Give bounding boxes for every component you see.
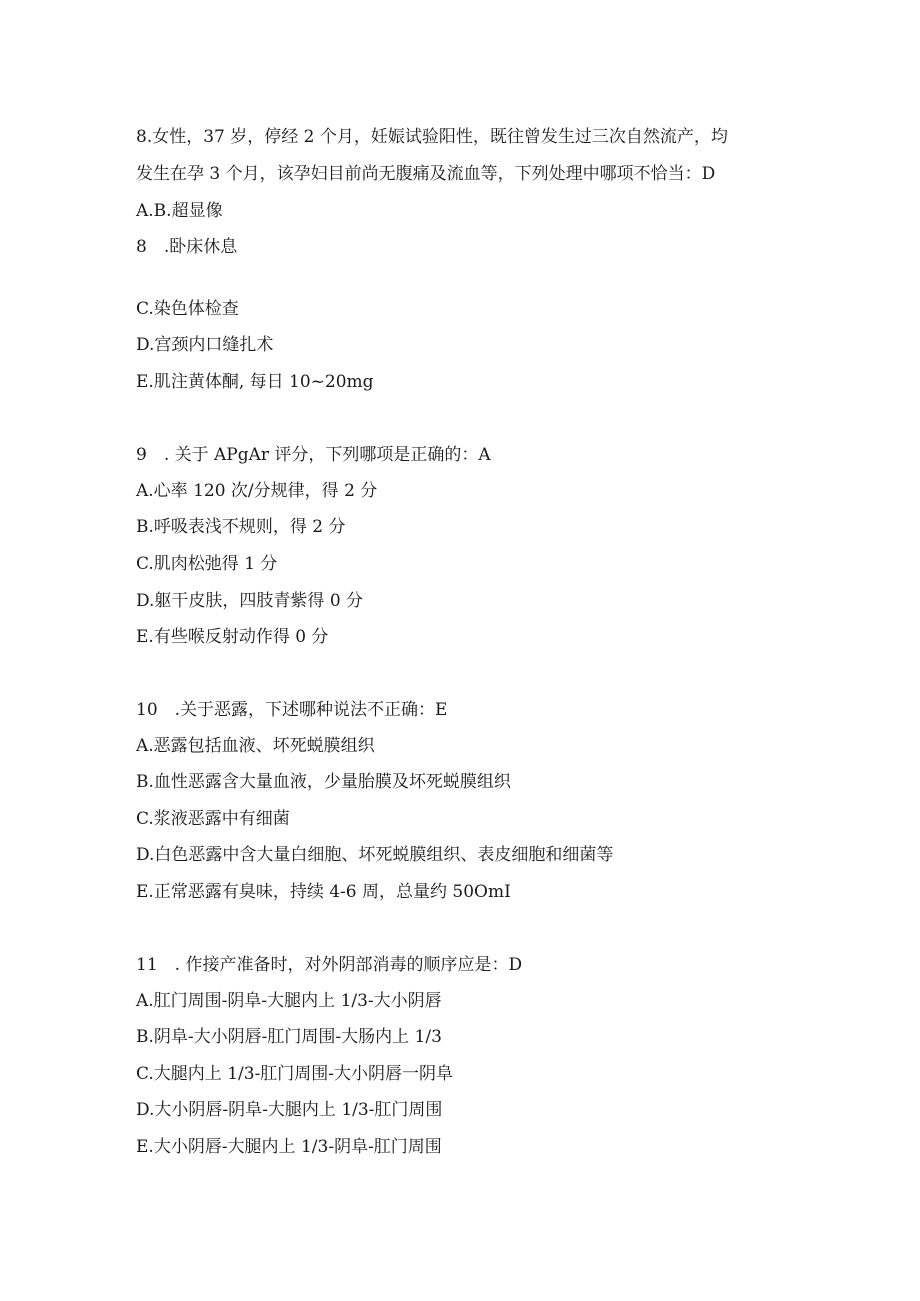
question-8-option-b: 8 .卧床休息	[136, 237, 238, 257]
question-10-option-b: B.血性恶露含大量血液，少量胎膜及坏死蜕膜组织	[136, 772, 511, 792]
question-10-option-c: C.浆液恶露中有细菌	[136, 809, 290, 829]
question-9-stem: 9 . 关于 APgAr 评分，下列哪项是正确的：A	[136, 445, 491, 465]
question-8-option-c: C.染色体检查	[136, 299, 239, 319]
question-11-option-d: D.大小阴唇-阴阜-大腿内上 1/3-肛门周围	[136, 1100, 443, 1120]
question-8-option-a: A.B.超显像	[136, 201, 223, 221]
question-10-option-e: E.正常恶露有臭味，持续 4-6 周，总量约 50OmI	[136, 882, 511, 902]
question-9-option-c: C.肌肉松弛得 1 分	[136, 554, 278, 574]
question-9-option-a: A.心率 120 次/分规律，得 2 分	[136, 481, 378, 501]
question-8-option-e: E.肌注黄体酮, 每日 10~20mg	[136, 372, 374, 392]
question-8-option-d: D.宫颈内口缝扎术	[136, 335, 274, 355]
question-10-option-a: A.恶露包括血液、坏死蜕膜组织	[136, 736, 375, 756]
question-11-option-a: A.肛门周围-阴阜-大腿内上 1/3-大小阴唇	[136, 991, 442, 1011]
question-10-option-d: D.白色恶露中含大量白细胞、坏死蜕膜组织、表皮细胞和细菌等	[136, 845, 614, 865]
question-11-option-e: E.大小阴唇-大腿内上 1/3-阴阜-肛门周围	[136, 1137, 442, 1157]
question-8-stem-line-2: 发生在孕 3 个月，该孕妇目前尚无腹痛及流血等，下列处理中哪项不恰当：D	[136, 164, 716, 184]
question-9-option-e: E.有些喉反射动作得 0 分	[136, 627, 329, 647]
question-11-stem: 11 . 作接产准备时，对外阴部消毒的顺序应是：D	[136, 955, 523, 975]
question-10-stem: 10 .关于恶露，下述哪种说法不正确：E	[136, 700, 448, 720]
question-11-option-c: C.大腿内上 1/3-肛门周围-大小阴唇一阴阜	[136, 1064, 454, 1084]
question-9-option-b: B.呼吸表浅不规则，得 2 分	[136, 517, 346, 537]
question-11-option-b: B.阴阜-大小阴唇-肛门周围-大肠内上 1/3	[136, 1027, 442, 1047]
question-9-option-d: D.躯干皮肤，四肢青紫得 0 分	[136, 591, 364, 611]
question-8-stem-line-1: 8.女性，37 岁，停经 2 个月，妊娠试验阳性，既往曾发生过三次自然流产，均	[136, 127, 728, 147]
